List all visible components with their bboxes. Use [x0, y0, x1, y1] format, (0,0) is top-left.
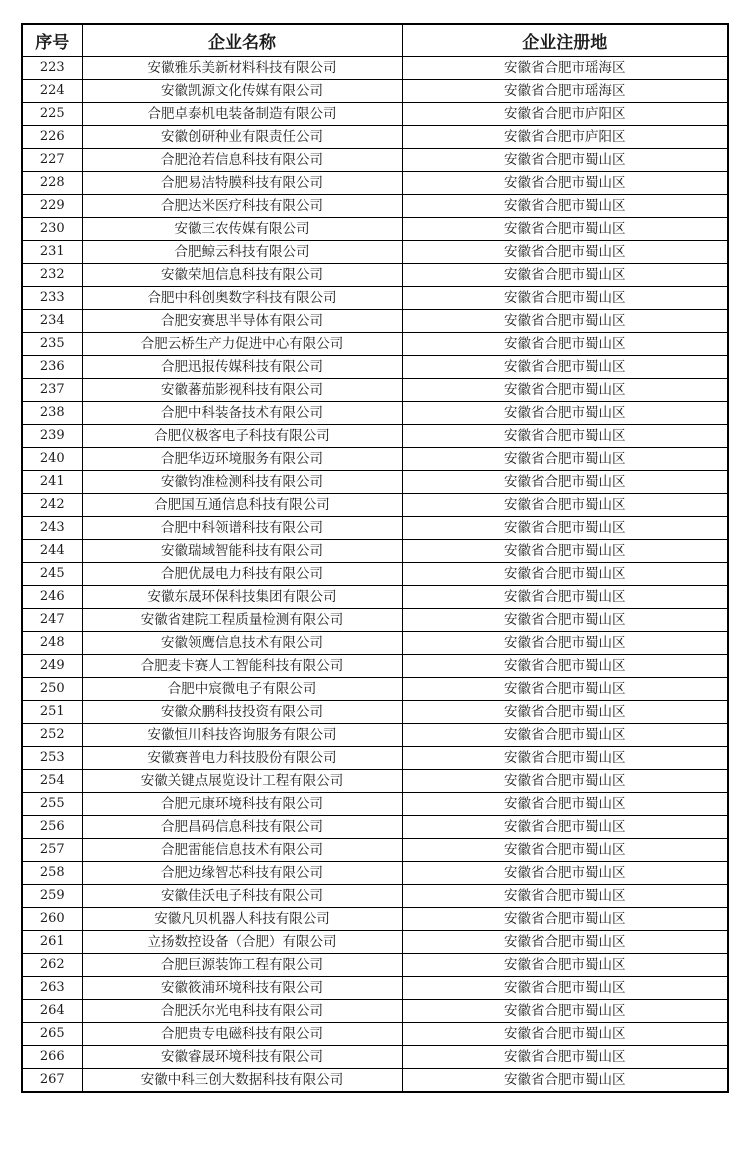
registration-place: 安徽省合肥市蜀山区	[402, 977, 728, 1000]
row-index: 255	[22, 793, 82, 816]
row-index: 253	[22, 747, 82, 770]
registration-place: 安徽省合肥市蜀山区	[402, 1046, 728, 1069]
registration-place: 安徽省合肥市蜀山区	[402, 379, 728, 402]
table-row	[22, 356, 728, 379]
table-row	[22, 862, 728, 885]
row-index: 229	[22, 195, 82, 218]
header-registration-place: 企业注册地	[402, 24, 728, 57]
table-row	[22, 1046, 728, 1069]
registration-place: 安徽省合肥市蜀山区	[402, 448, 728, 471]
table-row	[22, 908, 728, 931]
registration-place: 安徽省合肥市蜀山区	[402, 724, 728, 747]
registration-place: 安徽省合肥市蜀山区	[402, 149, 728, 172]
table-header	[22, 24, 728, 57]
registration-place: 安徽省合肥市庐阳区	[402, 103, 728, 126]
registration-place: 安徽省合肥市蜀山区	[402, 425, 728, 448]
company-name: 安徽佳沃电子科技有限公司	[82, 885, 402, 908]
row-index: 236	[22, 356, 82, 379]
company-name: 安徽凯源文化传媒有限公司	[82, 80, 402, 103]
company-name: 合肥易洁特膜科技有限公司	[82, 172, 402, 195]
company-name: 安徽恒川科技咨询服务有限公司	[82, 724, 402, 747]
table-row	[22, 402, 728, 425]
row-index: 254	[22, 770, 82, 793]
company-name: 合肥国互通信息科技有限公司	[82, 494, 402, 517]
table-row	[22, 655, 728, 678]
company-name: 安徽领鹰信息技术有限公司	[82, 632, 402, 655]
table-row	[22, 471, 728, 494]
table-row	[22, 57, 728, 80]
company-name: 合肥中宸微电子有限公司	[82, 678, 402, 701]
company-name: 合肥沃尔光电科技有限公司	[82, 1000, 402, 1023]
registration-place: 安徽省合肥市蜀山区	[402, 494, 728, 517]
table-body	[22, 57, 728, 1093]
registration-place: 安徽省合肥市蜀山区	[402, 1069, 728, 1093]
table-row	[22, 494, 728, 517]
table-row	[22, 793, 728, 816]
table-row	[22, 747, 728, 770]
row-index: 225	[22, 103, 82, 126]
row-index: 252	[22, 724, 82, 747]
company-name: 合肥优晟电力科技有限公司	[82, 563, 402, 586]
row-index: 243	[22, 517, 82, 540]
company-name: 安徽东晟环保科技集团有限公司	[82, 586, 402, 609]
company-name: 合肥沧若信息科技有限公司	[82, 149, 402, 172]
registration-place: 安徽省合肥市蜀山区	[402, 563, 728, 586]
header-index: 序号	[22, 24, 82, 57]
company-name: 安徽钧准检测科技有限公司	[82, 471, 402, 494]
row-index: 249	[22, 655, 82, 678]
row-index: 246	[22, 586, 82, 609]
registration-place: 安徽省合肥市庐阳区	[402, 126, 728, 149]
company-name: 安徽赛普电力科技股份有限公司	[82, 747, 402, 770]
row-index: 228	[22, 172, 82, 195]
registration-place: 安徽省合肥市蜀山区	[402, 264, 728, 287]
row-index: 263	[22, 977, 82, 1000]
company-name: 安徽雅乐美新材料科技有限公司	[82, 57, 402, 80]
registration-place: 安徽省合肥市蜀山区	[402, 287, 728, 310]
row-index: 240	[22, 448, 82, 471]
row-index: 260	[22, 908, 82, 931]
company-name: 安徽中科三创大数据科技有限公司	[82, 1069, 402, 1093]
table-row	[22, 954, 728, 977]
table-row	[22, 287, 728, 310]
row-index: 264	[22, 1000, 82, 1023]
row-index: 265	[22, 1023, 82, 1046]
table-row	[22, 1069, 728, 1093]
company-name: 合肥鲸云科技有限公司	[82, 241, 402, 264]
row-index: 226	[22, 126, 82, 149]
row-index: 259	[22, 885, 82, 908]
registration-place: 安徽省合肥市蜀山区	[402, 310, 728, 333]
company-name: 安徽睿晟环境科技有限公司	[82, 1046, 402, 1069]
table-row	[22, 885, 728, 908]
row-index: 231	[22, 241, 82, 264]
row-index: 256	[22, 816, 82, 839]
company-name: 安徽蕃茄影视科技有限公司	[82, 379, 402, 402]
row-index: 242	[22, 494, 82, 517]
table-row	[22, 586, 728, 609]
row-index: 227	[22, 149, 82, 172]
company-name: 合肥卓泰机电装备制造有限公司	[82, 103, 402, 126]
company-name: 安徽众鹏科技投资有限公司	[82, 701, 402, 724]
table-row	[22, 149, 728, 172]
company-name: 合肥中科创奥数字科技有限公司	[82, 287, 402, 310]
table-row	[22, 264, 728, 287]
registration-place: 安徽省合肥市蜀山区	[402, 954, 728, 977]
registration-place: 安徽省合肥市蜀山区	[402, 356, 728, 379]
table-row	[22, 172, 728, 195]
company-name: 合肥边缘智芯科技有限公司	[82, 862, 402, 885]
table-row	[22, 1000, 728, 1023]
table-row	[22, 195, 728, 218]
registration-place: 安徽省合肥市蜀山区	[402, 862, 728, 885]
registration-place: 安徽省合肥市蜀山区	[402, 241, 728, 264]
company-name: 合肥巨源装饰工程有限公司	[82, 954, 402, 977]
registration-place: 安徽省合肥市瑶海区	[402, 80, 728, 103]
row-index: 251	[22, 701, 82, 724]
company-name: 合肥中科领谱科技有限公司	[82, 517, 402, 540]
company-name: 合肥麦卡赛人工智能科技有限公司	[82, 655, 402, 678]
registration-place: 安徽省合肥市蜀山区	[402, 586, 728, 609]
table-row	[22, 678, 728, 701]
table-row	[22, 218, 728, 241]
table-row	[22, 379, 728, 402]
company-name: 合肥雷能信息技术有限公司	[82, 839, 402, 862]
table-row	[22, 540, 728, 563]
header-row	[22, 24, 728, 57]
table-row	[22, 931, 728, 954]
registration-place: 安徽省合肥市蜀山区	[402, 632, 728, 655]
table-row	[22, 839, 728, 862]
registration-place: 安徽省合肥市蜀山区	[402, 540, 728, 563]
company-name: 合肥云桥生产力促进中心有限公司	[82, 333, 402, 356]
table-row	[22, 310, 728, 333]
row-index: 224	[22, 80, 82, 103]
row-index: 223	[22, 57, 82, 80]
registration-place: 安徽省合肥市蜀山区	[402, 655, 728, 678]
row-index: 235	[22, 333, 82, 356]
company-name: 安徽省建院工程质量检测有限公司	[82, 609, 402, 632]
row-index: 232	[22, 264, 82, 287]
row-index: 266	[22, 1046, 82, 1069]
registration-place: 安徽省合肥市蜀山区	[402, 839, 728, 862]
registration-place: 安徽省合肥市蜀山区	[402, 609, 728, 632]
company-name: 合肥安赛思半导体有限公司	[82, 310, 402, 333]
table-row	[22, 425, 728, 448]
registration-place: 安徽省合肥市蜀山区	[402, 770, 728, 793]
registration-place: 安徽省合肥市蜀山区	[402, 333, 728, 356]
registration-place: 安徽省合肥市蜀山区	[402, 402, 728, 425]
row-index: 250	[22, 678, 82, 701]
company-name: 合肥华迈环境服务有限公司	[82, 448, 402, 471]
company-name: 安徽凡贝机器人科技有限公司	[82, 908, 402, 931]
registration-place: 安徽省合肥市蜀山区	[402, 172, 728, 195]
company-name: 安徽瑞域智能科技有限公司	[82, 540, 402, 563]
company-name: 合肥元康环境科技有限公司	[82, 793, 402, 816]
registration-place: 安徽省合肥市蜀山区	[402, 793, 728, 816]
table-row	[22, 126, 728, 149]
registration-place: 安徽省合肥市蜀山区	[402, 747, 728, 770]
table-row	[22, 241, 728, 264]
table-row	[22, 333, 728, 356]
table-row	[22, 632, 728, 655]
table-row	[22, 448, 728, 471]
header-company-name: 企业名称	[82, 24, 402, 57]
company-name: 合肥达米医疗科技有限公司	[82, 195, 402, 218]
enterprise-table	[21, 23, 729, 1093]
company-name: 立扬数控设备（合肥）有限公司	[82, 931, 402, 954]
company-name: 合肥仪极客电子科技有限公司	[82, 425, 402, 448]
company-name: 合肥迅报传媒科技有限公司	[82, 356, 402, 379]
row-index: 230	[22, 218, 82, 241]
table-row	[22, 724, 728, 747]
row-index: 258	[22, 862, 82, 885]
registration-place: 安徽省合肥市蜀山区	[402, 517, 728, 540]
registration-place: 安徽省合肥市蜀山区	[402, 218, 728, 241]
table-row	[22, 1023, 728, 1046]
company-name: 安徽创研种业有限责任公司	[82, 126, 402, 149]
table-row	[22, 563, 728, 586]
registration-place: 安徽省合肥市蜀山区	[402, 1000, 728, 1023]
registration-place: 安徽省合肥市蜀山区	[402, 885, 728, 908]
registration-place: 安徽省合肥市蜀山区	[402, 701, 728, 724]
table-row	[22, 103, 728, 126]
registration-place: 安徽省合肥市蜀山区	[402, 471, 728, 494]
registration-place: 安徽省合肥市蜀山区	[402, 816, 728, 839]
company-name: 合肥贵专电磁科技有限公司	[82, 1023, 402, 1046]
registration-place: 安徽省合肥市蜀山区	[402, 908, 728, 931]
row-index: 244	[22, 540, 82, 563]
company-name: 合肥昌码信息科技有限公司	[82, 816, 402, 839]
row-index: 257	[22, 839, 82, 862]
company-name: 安徽三农传媒有限公司	[82, 218, 402, 241]
registration-place: 安徽省合肥市蜀山区	[402, 195, 728, 218]
row-index: 261	[22, 931, 82, 954]
row-index: 241	[22, 471, 82, 494]
company-name: 安徽荣旭信息科技有限公司	[82, 264, 402, 287]
row-index: 239	[22, 425, 82, 448]
row-index: 234	[22, 310, 82, 333]
table-row	[22, 816, 728, 839]
row-index: 248	[22, 632, 82, 655]
registration-place: 安徽省合肥市蜀山区	[402, 678, 728, 701]
table-row	[22, 517, 728, 540]
row-index: 267	[22, 1069, 82, 1093]
table-row	[22, 609, 728, 632]
table-row	[22, 80, 728, 103]
row-index: 237	[22, 379, 82, 402]
row-index: 262	[22, 954, 82, 977]
company-name: 安徽筱浦环境科技有限公司	[82, 977, 402, 1000]
table-row	[22, 770, 728, 793]
registration-place: 安徽省合肥市瑶海区	[402, 57, 728, 80]
row-index: 233	[22, 287, 82, 310]
registration-place: 安徽省合肥市蜀山区	[402, 931, 728, 954]
table-row	[22, 701, 728, 724]
row-index: 238	[22, 402, 82, 425]
row-index: 245	[22, 563, 82, 586]
row-index: 247	[22, 609, 82, 632]
table-row	[22, 977, 728, 1000]
company-name: 安徽关键点展览设计工程有限公司	[82, 770, 402, 793]
registration-place: 安徽省合肥市蜀山区	[402, 1023, 728, 1046]
company-name: 合肥中科装备技术有限公司	[82, 402, 402, 425]
